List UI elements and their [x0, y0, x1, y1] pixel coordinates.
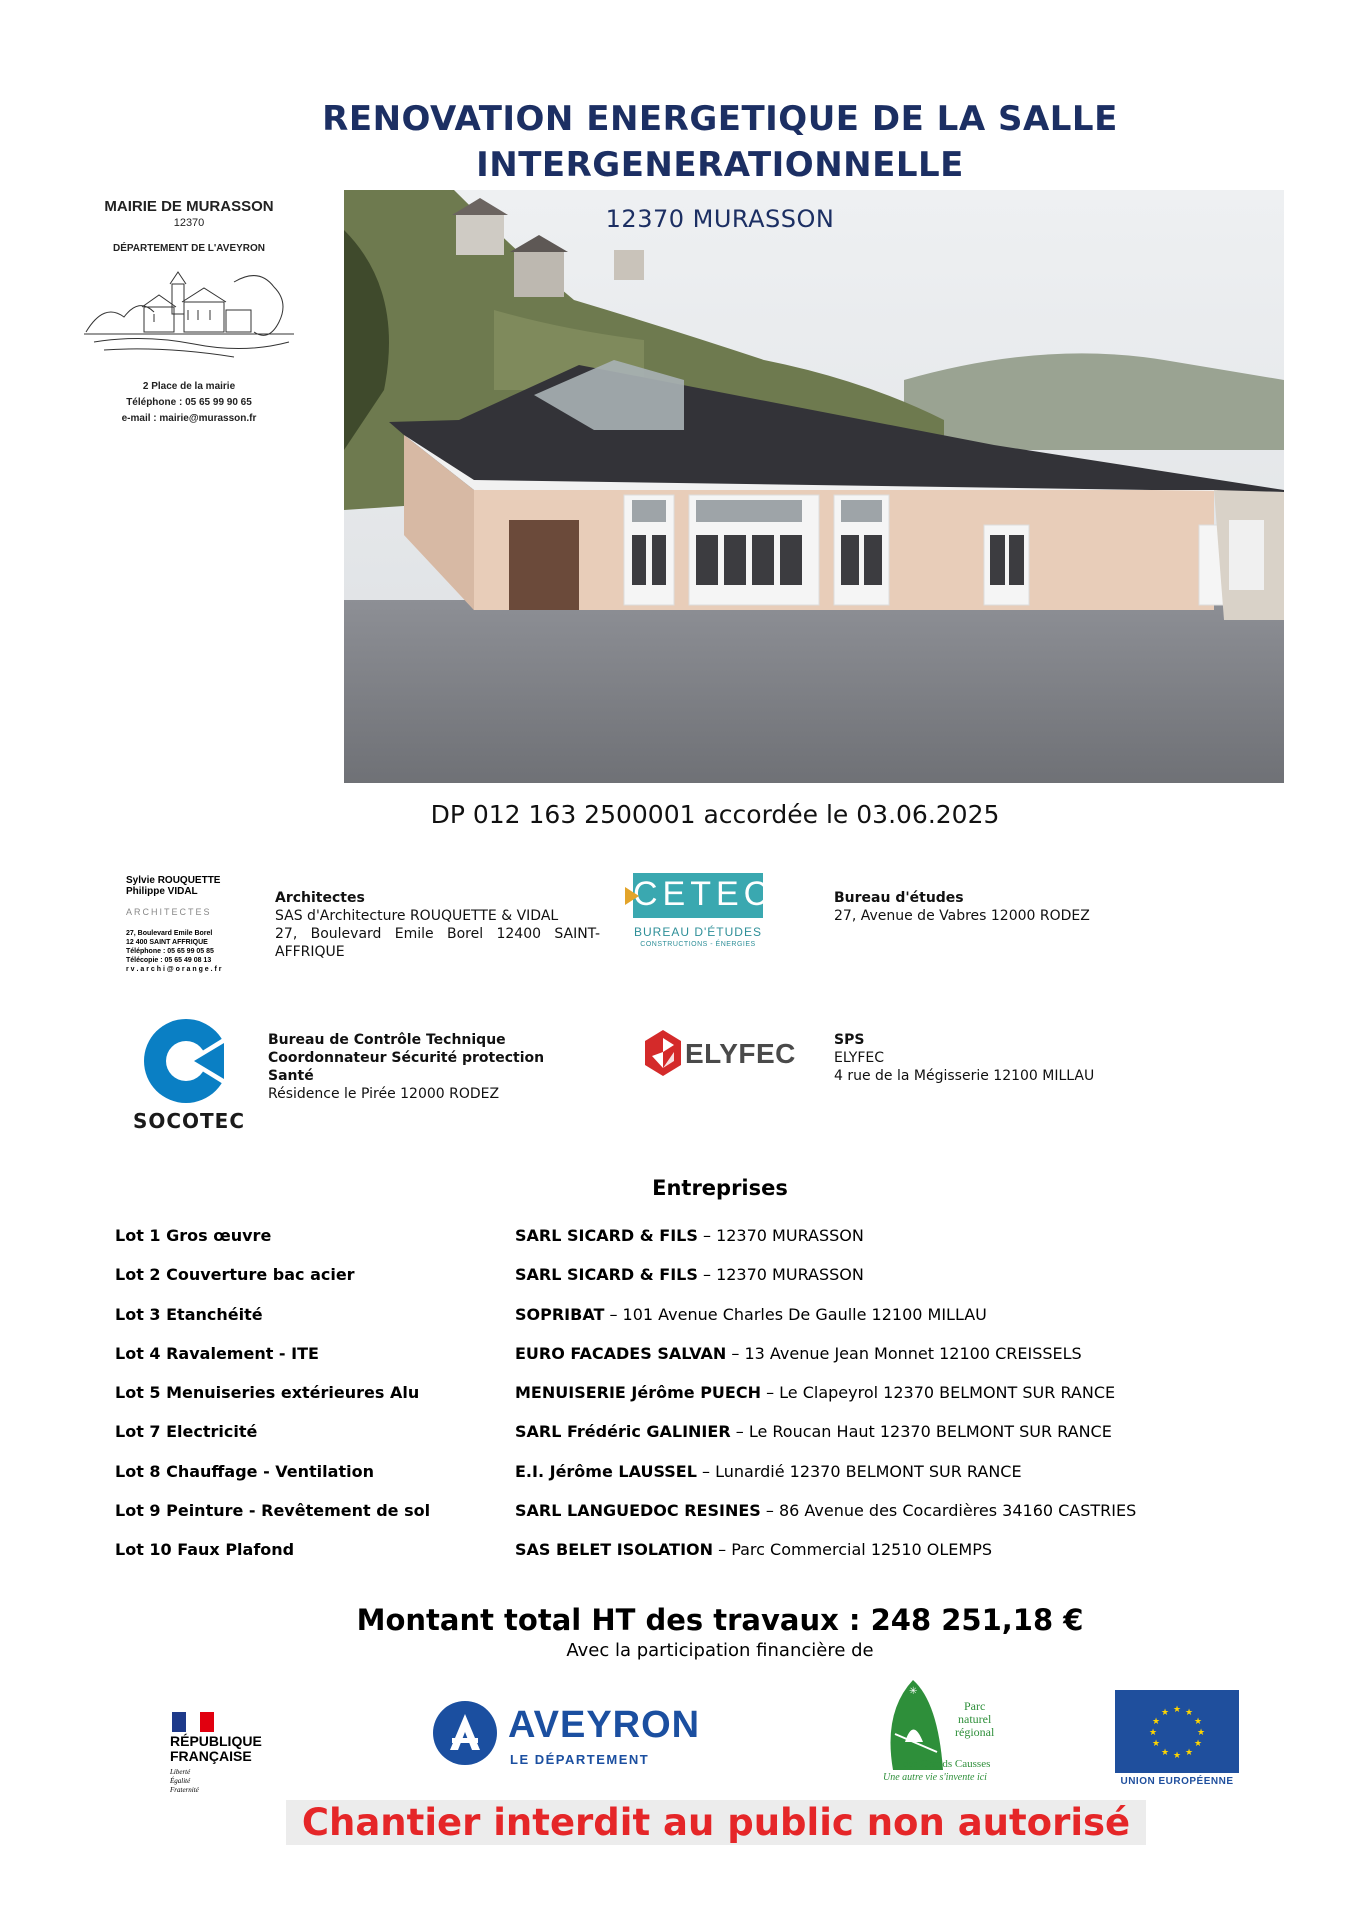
lots-list — [115, 1226, 1245, 1580]
aveyron-mark-icon — [432, 1700, 498, 1766]
mairie-address: 2 Place de la mairie — [142, 381, 236, 392]
socotec-role-1: Bureau de Contrôle Technique — [268, 1032, 506, 1048]
mairie-department: DÉPARTEMENT DE L'AVEYRON — [112, 243, 266, 254]
aveyron-logo — [432, 1700, 722, 1775]
lot-company: SOPRIBAT — [515, 1304, 605, 1324]
cetec-info — [834, 889, 1154, 925]
svg-text:✳: ✳ — [909, 1686, 918, 1697]
list-item — [115, 1462, 1245, 1501]
union-europeenne-logo — [1113, 1690, 1241, 1790]
architect-logo-fax: Télécopie : 05 65 49 08 13 — [126, 957, 212, 964]
republique-francaise-logo — [170, 1712, 270, 1797]
list-item — [115, 1422, 1245, 1461]
page-title — [200, 96, 1240, 188]
aveyron-title: AVEYRON — [508, 1704, 701, 1746]
lot-address: – Lunardié 12370 BELMONT SUR RANCE — [696, 1461, 1022, 1481]
title-line-1: RENOVATION ENERGETIQUE DE LA SALLE — [322, 99, 1118, 139]
lot-address: – Le Roucan Haut 12370 BELMONT SUR RANCE — [730, 1422, 1112, 1442]
cetec-triangle-icon — [625, 887, 639, 905]
lot-company: SAS BELET ISOLATION — [515, 1540, 714, 1560]
lot-address: – 101 Avenue Charles De Gaulle 12100 MILLAU — [604, 1304, 987, 1324]
mairie-name: MAIRIE DE MURASSON — [104, 198, 274, 215]
lot-name: Lot 10 Faux Plafond — [115, 1540, 295, 1560]
cetec-logo-name: CETEC — [633, 875, 774, 913]
mairie-zip: 12370 — [173, 217, 205, 229]
svg-text:★: ★ — [1184, 1748, 1194, 1758]
lot-name: Lot 2 Couverture bac acier — [115, 1265, 355, 1285]
architect-logo-addr1: 27, Boulevard Emile Borel — [126, 930, 213, 937]
lot-address: – 13 Avenue Jean Monnet 12100 CREISSELS — [726, 1343, 1082, 1363]
socotec-info — [268, 1031, 608, 1103]
list-item — [115, 1305, 1245, 1344]
svg-text:★: ★ — [1193, 1739, 1203, 1749]
lot-name: Lot 7 Electricité — [115, 1422, 258, 1442]
list-item — [115, 1501, 1245, 1540]
svg-text:★: ★ — [1184, 1708, 1194, 1718]
cetec-logo-sub2: CONSTRUCTIONS - ÉNERGIES — [640, 941, 756, 948]
svg-text:★: ★ — [1160, 1748, 1170, 1758]
list-item — [115, 1226, 1245, 1265]
elyfec-logo-name: ELYFEC — [685, 1038, 796, 1069]
parc-line-1: Parc — [964, 1699, 986, 1713]
lot-company: SARL SICARD & FILS — [515, 1226, 698, 1245]
lot-name: Lot 9 Peinture - Revêtement de sol — [115, 1501, 431, 1521]
participation-text: Avec la participation financière de — [566, 1640, 874, 1661]
elyfec-role: SPS — [834, 1032, 865, 1048]
cetec-address: 27, Avenue de Vabres 12000 RODEZ — [834, 908, 1090, 924]
cetec-logo — [625, 873, 774, 953]
socotec-mark-icon — [124, 1015, 254, 1107]
village-sketch-icon — [84, 262, 294, 362]
cetec-role: Bureau d'études — [834, 890, 964, 906]
architect-logo — [126, 875, 238, 985]
socotec-address: Résidence le Pirée 12000 RODEZ — [268, 1086, 500, 1102]
elyfec-company: ELYFEC — [834, 1050, 885, 1066]
entreprises-heading: Entreprises — [652, 1176, 788, 1200]
socotec-logo-name: SOCOTEC — [132, 1109, 246, 1133]
elyfec-info — [834, 1031, 1154, 1085]
svg-text:★: ★ — [1196, 1728, 1206, 1738]
lot-company: SARL SICARD & FILS — [515, 1265, 698, 1285]
lot-address: – 12370 MURASSON — [697, 1226, 864, 1245]
lot-address: – Parc Commercial 12510 OLEMPS — [713, 1540, 993, 1560]
lot-name: Lot 5 Menuiseries extérieures Alu — [115, 1383, 420, 1403]
parc-mark-icon — [883, 1672, 953, 1770]
eu-label: UNION EUROPÉENNE — [1120, 1776, 1234, 1787]
elyfec-address: 4 rue de la Mégisserie 12100 MILLAU — [834, 1068, 1095, 1084]
lot-company: E.I. Jérôme LAUSSEL — [515, 1461, 697, 1481]
list-item — [115, 1265, 1245, 1304]
architect-logo-names-2: Philippe VIDAL — [126, 886, 198, 897]
elyfec-logo — [643, 1030, 796, 1080]
lot-name: Lot 1 Gros œuvre — [115, 1226, 272, 1245]
socotec-role-2: Coordonnateur Sécurité protection — [268, 1050, 545, 1066]
lot-company: SARL LANGUEDOC RESINES — [515, 1501, 761, 1521]
location-label: 12370 MURASSON — [605, 205, 835, 233]
total-amount: Montant total HT des travaux : 248 251,18 € — [356, 1603, 1084, 1637]
rf-motto-3: Fraternité — [170, 1786, 199, 1794]
rf-motto-2: Égalité — [170, 1777, 191, 1785]
lot-name: Lot 4 Ravalement - ITE — [115, 1343, 319, 1363]
lot-address: – Le Clapeyrol 12370 BELMONT SUR RANCE — [760, 1383, 1116, 1403]
architect-address: 27, Boulevard Emile Borel 12400 SAINT-AFFRIQUE — [275, 926, 600, 960]
svg-text:★: ★ — [1148, 1728, 1158, 1738]
architect-logo-tel: Téléphone : 05 65 99 05 85 — [126, 948, 214, 955]
architect-logo-email: r v . a r c h i @ o r a n g e . f r — [126, 966, 222, 973]
mairie-block — [84, 198, 294, 427]
eu-stars-icon — [1115, 1690, 1239, 1773]
svg-text:★: ★ — [1151, 1717, 1161, 1727]
architect-info — [275, 889, 600, 961]
architect-company: SAS d'Architecture ROUQUETTE & VIDAL — [275, 908, 559, 924]
lot-company: MENUISERIE Jérôme PUECH — [515, 1383, 761, 1403]
mairie-phone: Téléphone : 05 65 99 90 65 — [126, 397, 252, 408]
title-line-2: INTERGENERATIONNELLE — [476, 145, 964, 185]
parc-line-2: naturel — [958, 1712, 992, 1726]
lot-address: – 86 Avenue des Cocardières 34160 CASTRIES — [760, 1501, 1137, 1521]
svg-text:★: ★ — [1172, 1751, 1182, 1761]
parc-tagline: Une autre vie s'invente ici — [883, 1772, 987, 1783]
architect-logo-names-1: Sylvie ROUQUETTE — [126, 875, 221, 886]
cetec-logo-sub: BUREAU D'ÉTUDES — [634, 925, 762, 939]
lot-company: SARL Frédéric GALINIER — [515, 1422, 731, 1442]
svg-text:★: ★ — [1172, 1705, 1182, 1715]
warning-banner: Chantier interdit au public non autorisé — [286, 1800, 1146, 1845]
svg-text:★: ★ — [1193, 1717, 1203, 1727]
architect-logo-word: ARCHITECTES — [126, 907, 212, 917]
parc-grands-causses-logo — [883, 1672, 1003, 1790]
marianne-flag-icon — [172, 1712, 214, 1732]
aveyron-subtitle: LE DÉPARTEMENT — [510, 1752, 650, 1767]
list-item — [115, 1344, 1245, 1383]
socotec-role-3: Santé — [268, 1068, 314, 1084]
rf-line-2: FRANÇAISE — [170, 1748, 252, 1764]
lot-name: Lot 8 Chauffage - Ventilation — [115, 1461, 374, 1481]
list-item — [115, 1540, 1245, 1579]
mairie-email: e-mail : mairie@murasson.fr — [121, 413, 257, 424]
elyfec-mark-icon — [643, 1030, 683, 1076]
building-rendering — [344, 190, 1284, 783]
parc-line-4: des Grands Causses — [903, 1758, 991, 1770]
list-item — [115, 1383, 1245, 1422]
parc-line-3: régional — [955, 1725, 995, 1739]
architect-logo-addr2: 12 400 SAINT AFFRIQUE — [126, 939, 208, 946]
svg-text:★: ★ — [1151, 1739, 1161, 1749]
lot-address: – 12370 MURASSON — [697, 1265, 864, 1285]
lot-name: Lot 3 Etanchéité — [115, 1304, 263, 1324]
rf-motto-1: Liberté — [170, 1768, 191, 1776]
lot-company: EURO FACADES SALVAN — [515, 1343, 727, 1363]
rf-line-1: RÉPUBLIQUE — [170, 1733, 262, 1749]
permit-number: DP 012 163 2500001 accordée le 03.06.2025 — [430, 800, 1000, 829]
architect-role: Architectes — [275, 890, 365, 906]
socotec-logo — [124, 1015, 254, 1135]
svg-text:★: ★ — [1160, 1708, 1170, 1718]
